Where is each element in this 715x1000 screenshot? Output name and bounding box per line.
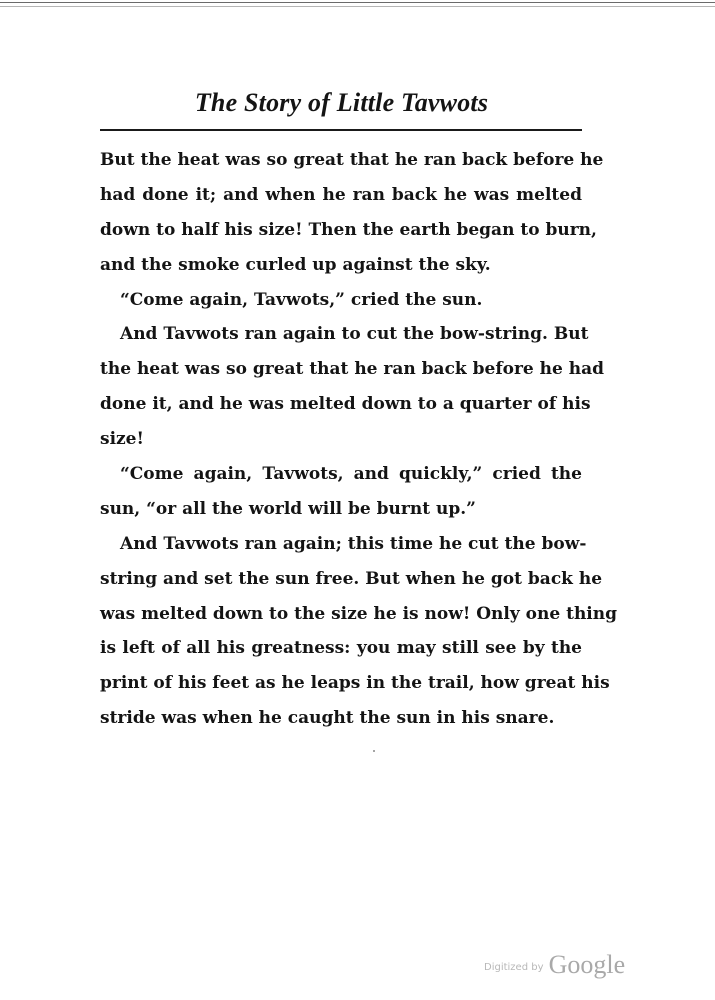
text-line: “Come again, Tavwots,” cried the sun.: [120, 289, 483, 310]
text-line: size!: [100, 429, 144, 450]
text-line: had done it; and when he ran back he was melted: [100, 184, 582, 205]
text-line: string and set the sun free. But when he got back he: [100, 568, 603, 589]
text-line: But the heat was so great that he ran back before he: [100, 150, 604, 170]
body-text: [100, 143, 618, 736]
top-scan-rule: [0, 2, 715, 3]
text-line: the heat was so great that he ran back before he had: [100, 359, 605, 380]
text-line: stride was when he caught the sun in his snare.: [100, 708, 555, 729]
header-rule: [100, 129, 582, 131]
text-line: And Tavwots ran again to cut the bow-string. But: [120, 324, 589, 345]
digitized-by-google-watermark: [484, 950, 625, 980]
text-line: “Come again, Tavwots, and quickly,” cried the: [120, 464, 582, 485]
google-wordmark: Google: [548, 950, 626, 979]
text-line: sun, “or all the world will be burnt up.”: [100, 498, 476, 519]
text-line: done it, and he was melted down to a quarter of his: [100, 394, 591, 415]
top-scan-rule-secondary: [0, 6, 715, 7]
scan-speck: [373, 750, 375, 752]
running-head-title: The Story of Little Tavwots: [194, 88, 489, 117]
text-line: is left of all his greatness: you may still see by the: [100, 638, 582, 659]
text-line: And Tavwots ran again; this time he cut the bow-: [120, 533, 587, 554]
text-line: down to half his size! Then the earth began to burn,: [100, 219, 597, 240]
text-line: was melted down to the size he is now! Only one thing: [100, 603, 618, 624]
text-line: print of his feet as he leaps in the trail, how great his: [100, 673, 610, 694]
text-line: and the smoke curled up against the sky.: [100, 254, 491, 275]
watermark-prefix: Digitized by: [484, 962, 544, 973]
